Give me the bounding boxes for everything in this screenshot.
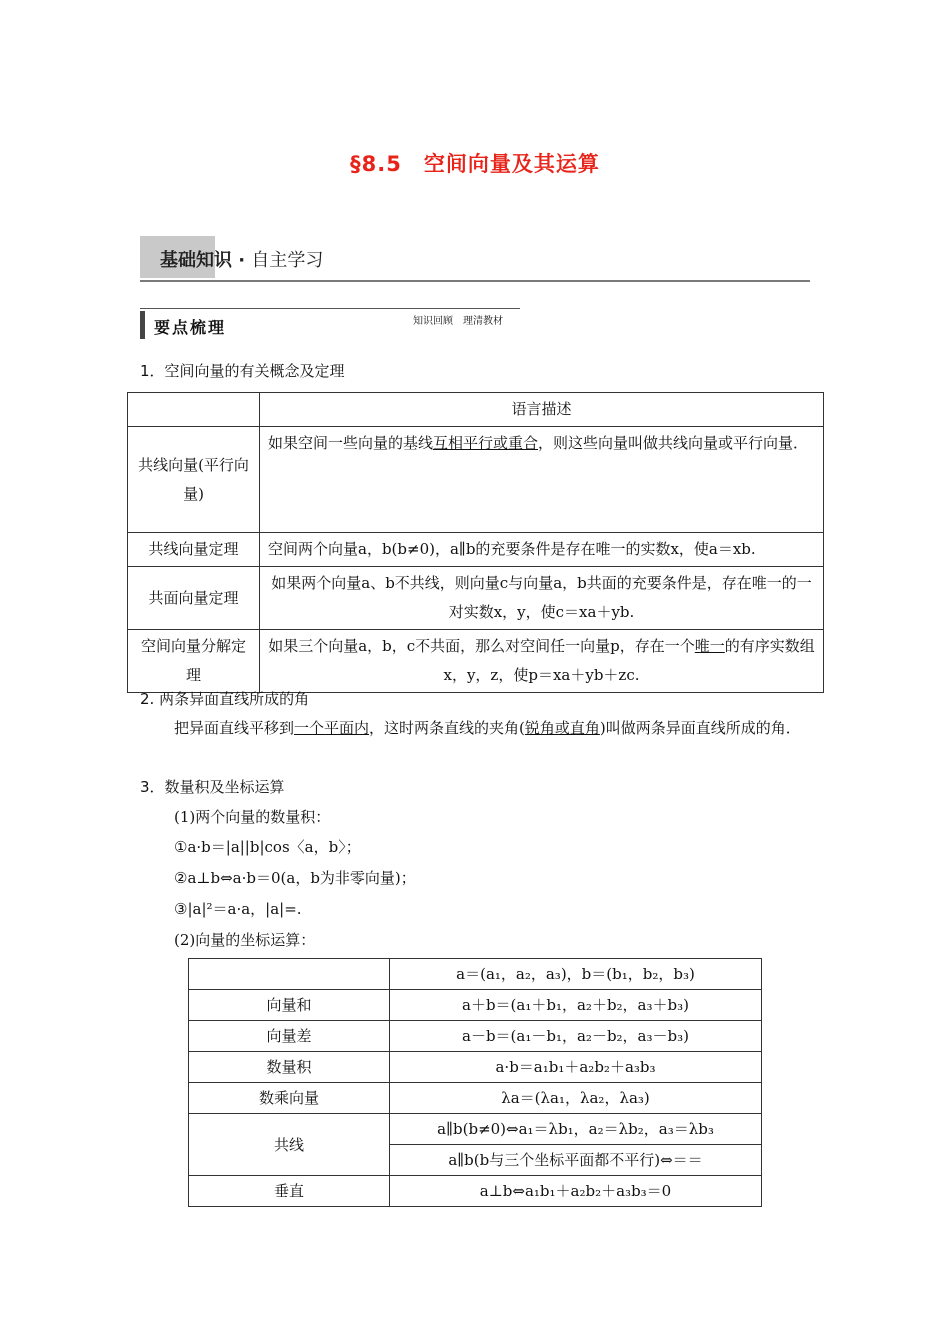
- p2-pre: 把异面直线平移到: [174, 719, 295, 737]
- table-row: [128, 393, 824, 427]
- section-header-text: [160, 246, 323, 272]
- row-name: 共面向量定理: [128, 567, 260, 630]
- table-cell: [128, 393, 260, 427]
- heading-1: 1．空间向量的有关概念及定理: [140, 362, 345, 380]
- row-name: 垂直: [189, 1176, 390, 1207]
- table-row: [128, 630, 824, 693]
- table-header: 语言描述: [260, 393, 824, 427]
- row-value: a－b＝(a₁－b₁，a₂－b₂，a₃－b₃): [390, 1021, 762, 1052]
- sub-header-label: 要点梳理: [154, 318, 227, 337]
- table-cell: [189, 959, 390, 990]
- table-row: [189, 959, 762, 990]
- row-text-underline: 互相平行或重合: [433, 434, 539, 452]
- row-value-2: a∥b(b与三个坐标平面都不平行)⇔＝＝: [390, 1145, 762, 1176]
- table-row: [128, 427, 824, 533]
- row-name: 数乘向量: [189, 1083, 390, 1114]
- row-value: a·b＝a₁b₁＋a₂b₂＋a₃b₃: [390, 1052, 762, 1083]
- row-text-pre: 如果三个向量a，b，c不共面，那么对空间任一向量p，存在一个: [268, 637, 695, 655]
- row-text-post: ，则这些向量叫做共线向量或平行向量．: [538, 434, 809, 452]
- page-title: §8.5 空间向量及其运算: [350, 152, 600, 176]
- row-text: 如果两个向量a、b不共线，则向量c与向量a，b共面的充要条件是，存在唯一的一对实数x，y，使c＝xa＋yb.: [260, 567, 824, 630]
- p3-intro-2: (2)向量的坐标运算：: [174, 931, 316, 949]
- p3-item-b: ②a⊥b⇔a·b＝0(a，b为非零向量)；: [174, 869, 416, 887]
- table-row: [189, 990, 762, 1021]
- sub-header: [140, 308, 520, 339]
- p3-intro: (1)两个向量的数量积：: [174, 808, 331, 826]
- row-name: 数量积: [189, 1052, 390, 1083]
- p2-underline-1: 一个平面内: [294, 719, 370, 737]
- table-row: [189, 1052, 762, 1083]
- p2-post: )叫做两条异面直线所成的角．: [599, 719, 801, 737]
- sub-header-note: 知识回顾 理清教材: [413, 316, 503, 327]
- table-header: a＝(a₁，a₂，a₃)，b＝(b₁，b₂，b₃): [390, 959, 762, 990]
- section-header-sep: ·: [232, 250, 252, 271]
- row-text-post: 的有序实数组x，y，z，使p＝xa＋yb＋zc.: [443, 637, 815, 684]
- row-value: a＋b＝(a₁＋b₁，a₂＋b₂，a₃＋b₃): [390, 990, 762, 1021]
- row-name: 向量差: [189, 1021, 390, 1052]
- row-text-pre: 如果空间一些向量的基线: [268, 434, 434, 452]
- section-header-main: 基础知识: [160, 250, 232, 271]
- table-row: [189, 1176, 762, 1207]
- p2-mid: ，这时两条直线的夹角(: [369, 719, 525, 737]
- p3-item-a: ①a·b＝|a||b|cos〈a，b〉；: [174, 838, 361, 856]
- row-value: a∥b(b≠0)⇔a₁＝λb₁，a₂＝λb₂，a₃＝λb₃: [390, 1114, 762, 1145]
- coordinate-table: [188, 958, 762, 1207]
- p2-underline-2: 锐角或直角: [524, 719, 600, 737]
- p3-item-c: ③|a|²＝a·a，|a|=.: [174, 900, 302, 918]
- concepts-table: [127, 392, 824, 693]
- row-value: a⊥b⇔a₁b₁＋a₂b₂＋a₃b₃＝0: [390, 1176, 762, 1207]
- row-name: 共线向量(平行向量): [128, 427, 260, 533]
- heading-3: 3．数量积及坐标运算: [140, 778, 285, 796]
- paragraph-2: [174, 714, 814, 743]
- row-text-underline: 唯一: [694, 637, 725, 655]
- row-text: 空间两个向量a，b(b≠0)，a∥b的充要条件是存在唯一的实数x，使a＝xb.: [260, 533, 824, 567]
- row-text: [260, 427, 824, 533]
- row-name: 向量和: [189, 990, 390, 1021]
- table-row: [189, 1114, 762, 1145]
- table-row: [128, 567, 824, 630]
- table-row: [189, 1021, 762, 1052]
- table-row: [128, 533, 824, 567]
- row-text: [260, 630, 824, 693]
- table-row: [189, 1083, 762, 1114]
- row-name: 共线: [189, 1114, 390, 1176]
- sub-header-bar: [140, 311, 145, 339]
- row-name: 共线向量定理: [128, 533, 260, 567]
- row-name: 空间向量分解定理: [128, 630, 260, 693]
- row-value: λa＝(λa₁，λa₂，λa₃): [390, 1083, 762, 1114]
- heading-2: 2. 两条异面直线所成的角: [140, 690, 310, 708]
- section-header-sub: 自主学习: [251, 250, 324, 271]
- section-header: [140, 236, 810, 282]
